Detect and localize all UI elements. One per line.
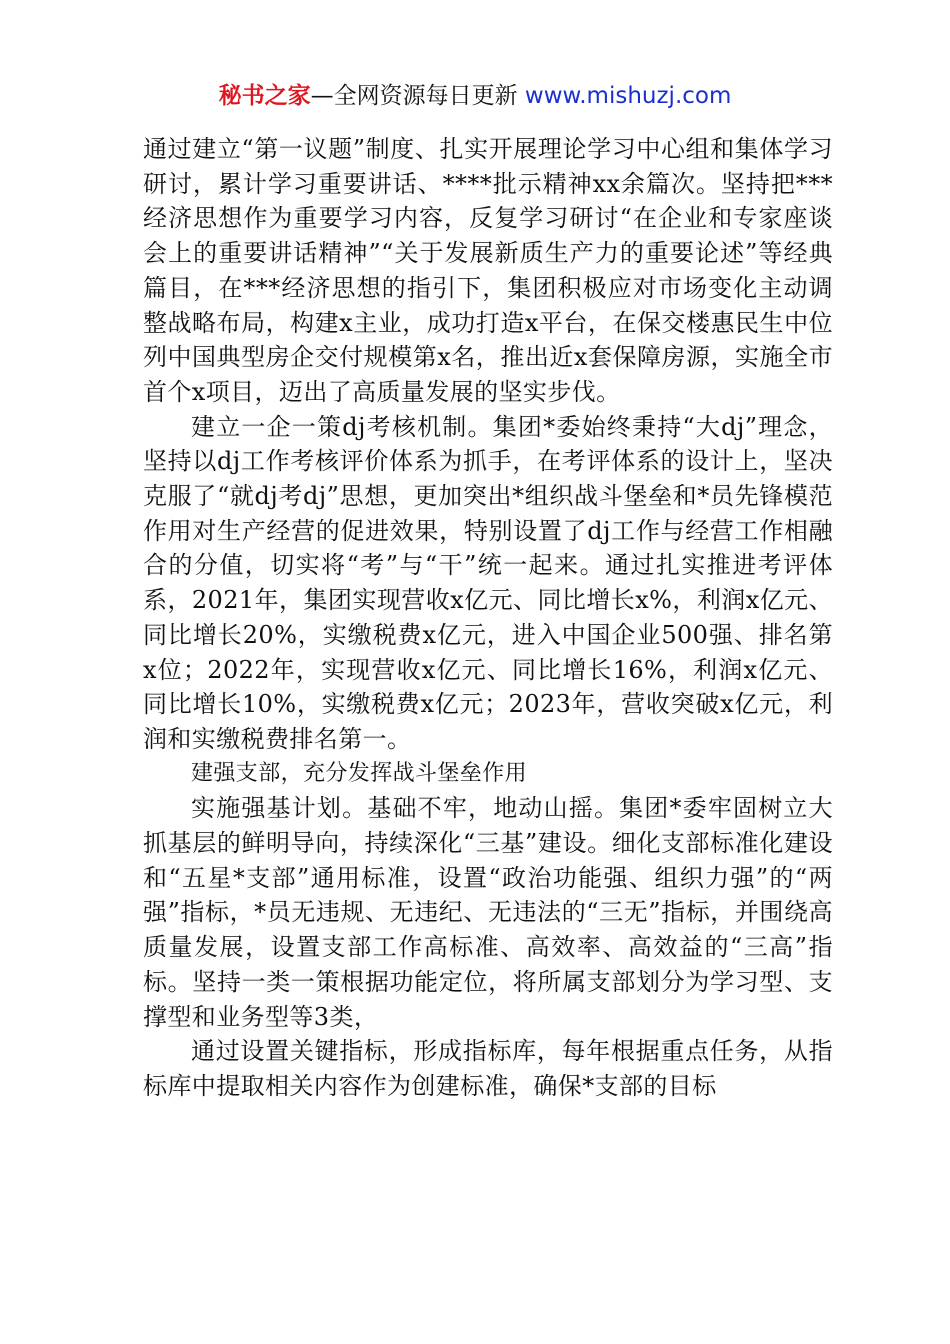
section-heading-branch-building: 建强支部，充分发挥战斗堡垒作用: [191, 760, 528, 786]
brand-name: 秘书之家: [218, 83, 311, 109]
paragraph-key-indicators: 通过设置关键指标，形成指标库，每年根据重点任务，从指标库中提取相关内容作为创建标准，确保*支部的目标: [143, 1037, 833, 1100]
paragraph-assessment-mechanism: 建立一企一策dj考核机制。集团*委始终秉持“大dj”理念，坚持以dj工作考核评价体系为抓手，在考评体系的设计上，坚决克服了“就dj考dj”思想，更加突出*组织战斗堡垒和*员先锋模范作用对生产经营的促进效果，特别设置了dj工作与经营工作相融合的分值，切实将“考”与“干”统一起来。通过扎实推进考评体系，2021年，集团实现营收x亿元、同比增长x%，利润x亿元、同比增长20%，实缴税费x亿元，进入中国企业500强、排名第x位；2022年，实现营收x亿元、同比增长16%，利润x亿元、同比增长10%，实缴税费x亿元；2023年，营收突破x亿元，利润和实缴税费排名第一。: [143, 412, 833, 753]
document-body: [143, 132, 833, 1104]
site-header: [0, 80, 950, 112]
header-slogan: —全网资源每日更新: [310, 83, 525, 109]
site-url-link[interactable]: www.mishuzj.com: [524, 83, 732, 109]
paragraph-strong-foundation-plan: 实施强基计划。基础不牢，地动山摇。集团*委牢固树立大抓基层的鲜明导向，持续深化“三基”建设。细化支部标准化建设和“五星*支部”通用标准，设置“政治功能强、组织力强”的“两强”指标，*员无违规、无违纪、无违法的“三无”指标，并围绕高质量发展，设置支部工作高标准、高效率、高效益的“三高”指标。坚持一类一策根据功能定位，将所属支部划分为学习型、支撑型和业务型等3类，: [143, 794, 833, 1031]
paragraph-first-topic-study: 通过建立“第一议题”制度、扎实开展理论学习中心组和集体学习研讨，累计学习重要讲话、****批示精神xx余篇次。坚持把***经济思想作为重要学习内容，反复学习研讨“在企业和专家座谈会上的重要讲话精神”“关于发展新质生产力的重要论述”等经典篇目，在***经济思想的指引下，集团积极应对市场变化主动调整战略布局，构建x主业，成功打造x平台，在保交楼惠民生中位列中国典型房企交付规模第x名，推出近x套保障房源，实施全市首个x项目，迈出了高质量发展的坚实步伐。: [143, 135, 833, 406]
